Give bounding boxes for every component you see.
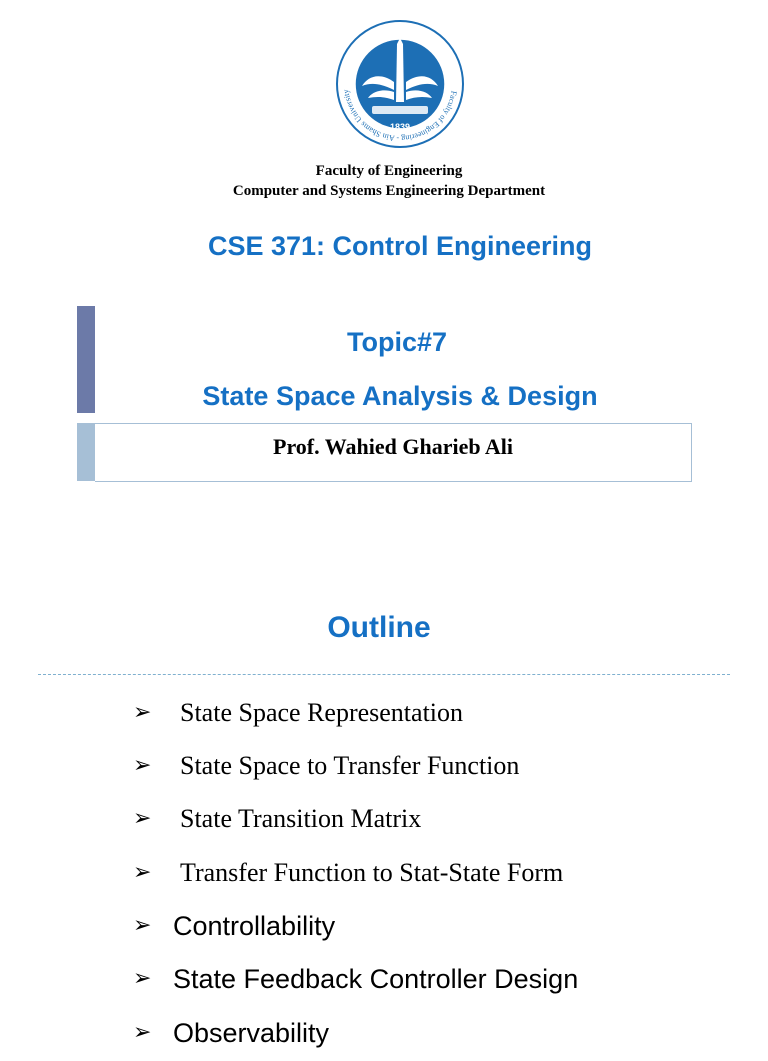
outline-heading: Outline (327, 611, 431, 644)
course-title: CSE 371: Control Engineering (207, 231, 593, 261)
author-name: Prof. Wahied Gharieb Ali (273, 434, 513, 459)
department-name: Computer and Systems Engineering Department (232, 183, 546, 199)
seal-ring-text: Faculty of Engineering - Ain Shams University (341, 88, 459, 144)
arrow-bullet-icon: ➢ (133, 966, 152, 991)
outline-item (0, 1013, 768, 1061)
arrow-bullet-icon: ➢ (133, 913, 152, 938)
outline-item (0, 906, 768, 954)
outline-item-label: State Feedback Controller Design (173, 964, 579, 994)
accent-bar-light (77, 423, 95, 481)
outline-item (0, 799, 768, 847)
outline-item (0, 693, 768, 741)
topic-number: Topic#7 (346, 327, 448, 357)
arrow-bullet-icon: ➢ (133, 860, 152, 885)
faculty-name: Faculty of Engineering (315, 163, 463, 179)
outline-item-label: State Space Representation (180, 698, 464, 727)
dashed-divider (38, 674, 730, 675)
arrow-bullet-icon: ➢ (133, 806, 152, 831)
arrow-bullet-icon: ➢ (133, 700, 152, 725)
university-seal-logo (336, 20, 464, 148)
seal-year: 1839 (389, 122, 411, 132)
outline-item-label: Observability (173, 1018, 330, 1048)
outline-item (0, 746, 768, 794)
outline-item-label: Transfer Function to Stat-State Form (180, 858, 564, 887)
outline-item-label: State Space to Transfer Function (180, 751, 520, 780)
topic-title: State Space Analysis & Design (202, 381, 598, 411)
outline-item (0, 853, 768, 901)
outline-item (0, 959, 768, 1007)
arrow-bullet-icon: ➢ (133, 753, 152, 778)
outline-item-label: Controllability (173, 911, 336, 941)
outline-item-label: State Transition Matrix (180, 804, 422, 833)
arrow-bullet-icon: ➢ (133, 1020, 152, 1045)
